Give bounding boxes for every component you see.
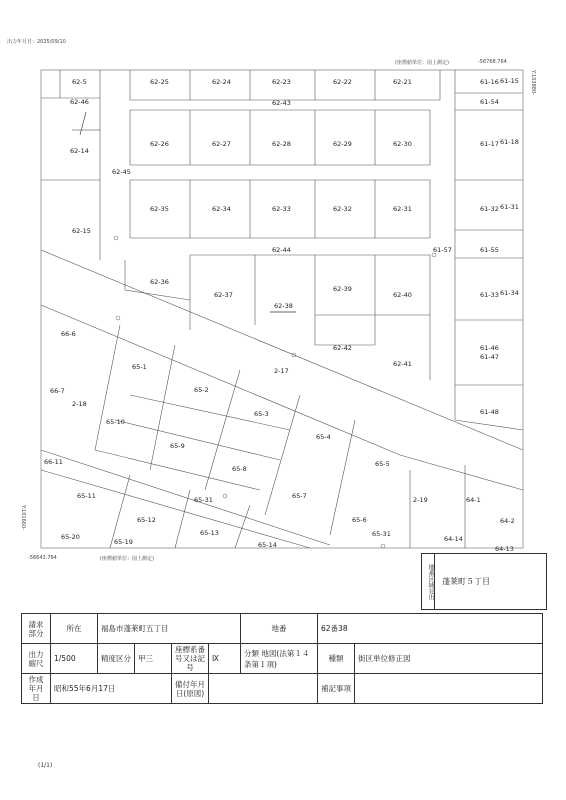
lot-label: 62-21 — [393, 78, 412, 86]
lot-label: 64-14 — [444, 535, 463, 543]
location-label: 所在 — [51, 614, 98, 644]
location-value: 福島市蓬莱町五丁目 — [98, 614, 241, 644]
lot-label: 65-12 — [137, 516, 156, 524]
type-value: 街区単位修正図 — [355, 644, 543, 674]
lot-label: 61-33 — [480, 291, 499, 299]
lot-label: 61-55 — [480, 246, 499, 254]
lot-label: 62-36 — [150, 278, 169, 286]
lot-label: 62-43 — [272, 99, 291, 107]
coord-note-top: (座標値単位：図上測定) — [395, 60, 449, 66]
lot-label: 65-5 — [375, 460, 390, 468]
lot-label: 62-32 — [333, 205, 352, 213]
lot-label: 2-17 — [274, 367, 289, 375]
district-value: 蓬莱町５丁目 — [442, 577, 490, 586]
info-table — [21, 613, 543, 704]
lot-label: 62-28 — [272, 140, 291, 148]
lot-label: 62-26 — [150, 140, 169, 148]
print-date: 出力年月日：2025/09/10 — [7, 39, 66, 45]
lot-label: 62-35 — [150, 205, 169, 213]
lot-label: 65-11 — [77, 492, 96, 500]
coord-bottom-x: -56643.764 — [28, 555, 57, 561]
lot-label: 62-31 — [393, 205, 412, 213]
lot-label: 61-54 — [480, 98, 499, 106]
lot-label: 61-47 — [480, 353, 499, 361]
lot-label: 65-7 — [292, 492, 307, 500]
lot-label: 61-15 — [500, 77, 519, 85]
lot-label: 62-34 — [212, 205, 231, 213]
lot-label: 61-17 — [480, 140, 499, 148]
lot-label: 61-18 — [500, 138, 519, 146]
precision-label: 精度区分 — [98, 644, 135, 674]
lot-label: 62-30 — [393, 140, 412, 148]
backup-label: 備付年月日(原図) — [172, 674, 209, 704]
lot-label: 62-23 — [272, 78, 291, 86]
lot-label: 62-22 — [333, 78, 352, 86]
lot-label: 66-6 — [61, 330, 76, 338]
coord-system-value: Ⅸ — [209, 644, 241, 674]
lot-label: 62-42 — [333, 344, 352, 352]
lot-label: 61-31 — [500, 203, 519, 211]
lot-label: 2-19 — [413, 496, 428, 504]
lot-label: 62-45 — [112, 168, 131, 176]
type-label: 種類 — [318, 644, 355, 674]
district-box — [421, 553, 547, 610]
lot-label: 62-39 — [333, 285, 352, 293]
lot-label: 61-46 — [480, 344, 499, 352]
lot-label: 66-7 — [50, 387, 65, 395]
lot-label: 66-11 — [44, 458, 63, 466]
lot-label: 62-37 — [214, 291, 233, 299]
lot-label: 65-14 — [258, 541, 277, 549]
note-value — [355, 674, 543, 704]
coord-bottom-note: (座標値単位：図上測定) — [100, 556, 154, 562]
lot-label: 64-13 — [495, 545, 514, 553]
lot-label: 61-34 — [500, 289, 519, 297]
lot-label: 65-10 — [106, 418, 125, 426]
lot-label: 64-2 — [500, 517, 515, 525]
lot-label: 65-4 — [316, 433, 331, 441]
lot-label: 62-24 — [212, 78, 231, 86]
coord-left-y: Y:101660- — [20, 505, 26, 530]
lot-label: 61-57 — [433, 246, 452, 254]
lot-label: 65-1 — [132, 363, 147, 371]
coord-system-label: 座標系番号又は記号 — [172, 644, 209, 674]
lot-label: 65-2 — [194, 386, 209, 394]
lot-label: 62-44 — [272, 246, 291, 254]
parcel-value: 62番38 — [318, 614, 543, 644]
class-cell — [241, 644, 318, 674]
precision-value: 甲三 — [135, 644, 172, 674]
coord-top-x: -56768.764 — [478, 59, 507, 65]
note-label: 補記事項 — [318, 674, 355, 704]
parcel-label: 地番 — [241, 614, 318, 644]
lot-label: 62-38 — [274, 302, 293, 310]
lot-label: 62-5 — [72, 78, 87, 86]
lot-label: 61-16 — [480, 78, 499, 86]
lot-label: 62-25 — [150, 78, 169, 86]
lot-label: 64-1 — [466, 496, 481, 504]
page-number: (1/1) — [38, 762, 53, 769]
scale-label: 出力縮尺 — [22, 644, 51, 674]
class-label: 分類 — [244, 648, 259, 658]
lot-label: 62-14 — [70, 147, 89, 155]
date-value: 昭和55年6月17日 — [51, 674, 172, 704]
lot-label: 65-9 — [170, 442, 185, 450]
lot-label: 61-32 — [480, 205, 499, 213]
lot-label: 65-31 — [372, 530, 391, 538]
lot-label: 65-8 — [232, 465, 247, 473]
lot-label: 62-29 — [333, 140, 352, 148]
lot-label: 65-31 — [194, 496, 213, 504]
date-label: 作成年月日 — [22, 674, 51, 704]
lot-label: 2-18 — [72, 400, 87, 408]
lot-label: 62-33 — [272, 205, 291, 213]
lot-label: 62-15 — [72, 227, 91, 235]
lot-label: 65-6 — [352, 516, 367, 524]
applicant-label: 請求部分 — [22, 614, 51, 644]
lot-label: 62-46 — [70, 98, 89, 106]
lot-label: 65-13 — [200, 529, 219, 537]
lot-label: 62-41 — [393, 360, 412, 368]
coord-right-y: Y:103880- — [530, 70, 536, 95]
lot-label: 65-19 — [114, 538, 133, 546]
lot-label: 65-3 — [254, 410, 269, 418]
lot-label: 65-20 — [61, 533, 80, 541]
lot-label: 61-48 — [480, 408, 499, 416]
scale-value: 1/500 — [51, 644, 98, 674]
lot-label: 62-40 — [393, 291, 412, 299]
backup-value — [209, 674, 318, 704]
class-value: 地図(法第１４条第１項) — [244, 648, 310, 669]
lot-label: 62-27 — [212, 140, 231, 148]
district-label: 地番区域見出 — [422, 554, 435, 609]
